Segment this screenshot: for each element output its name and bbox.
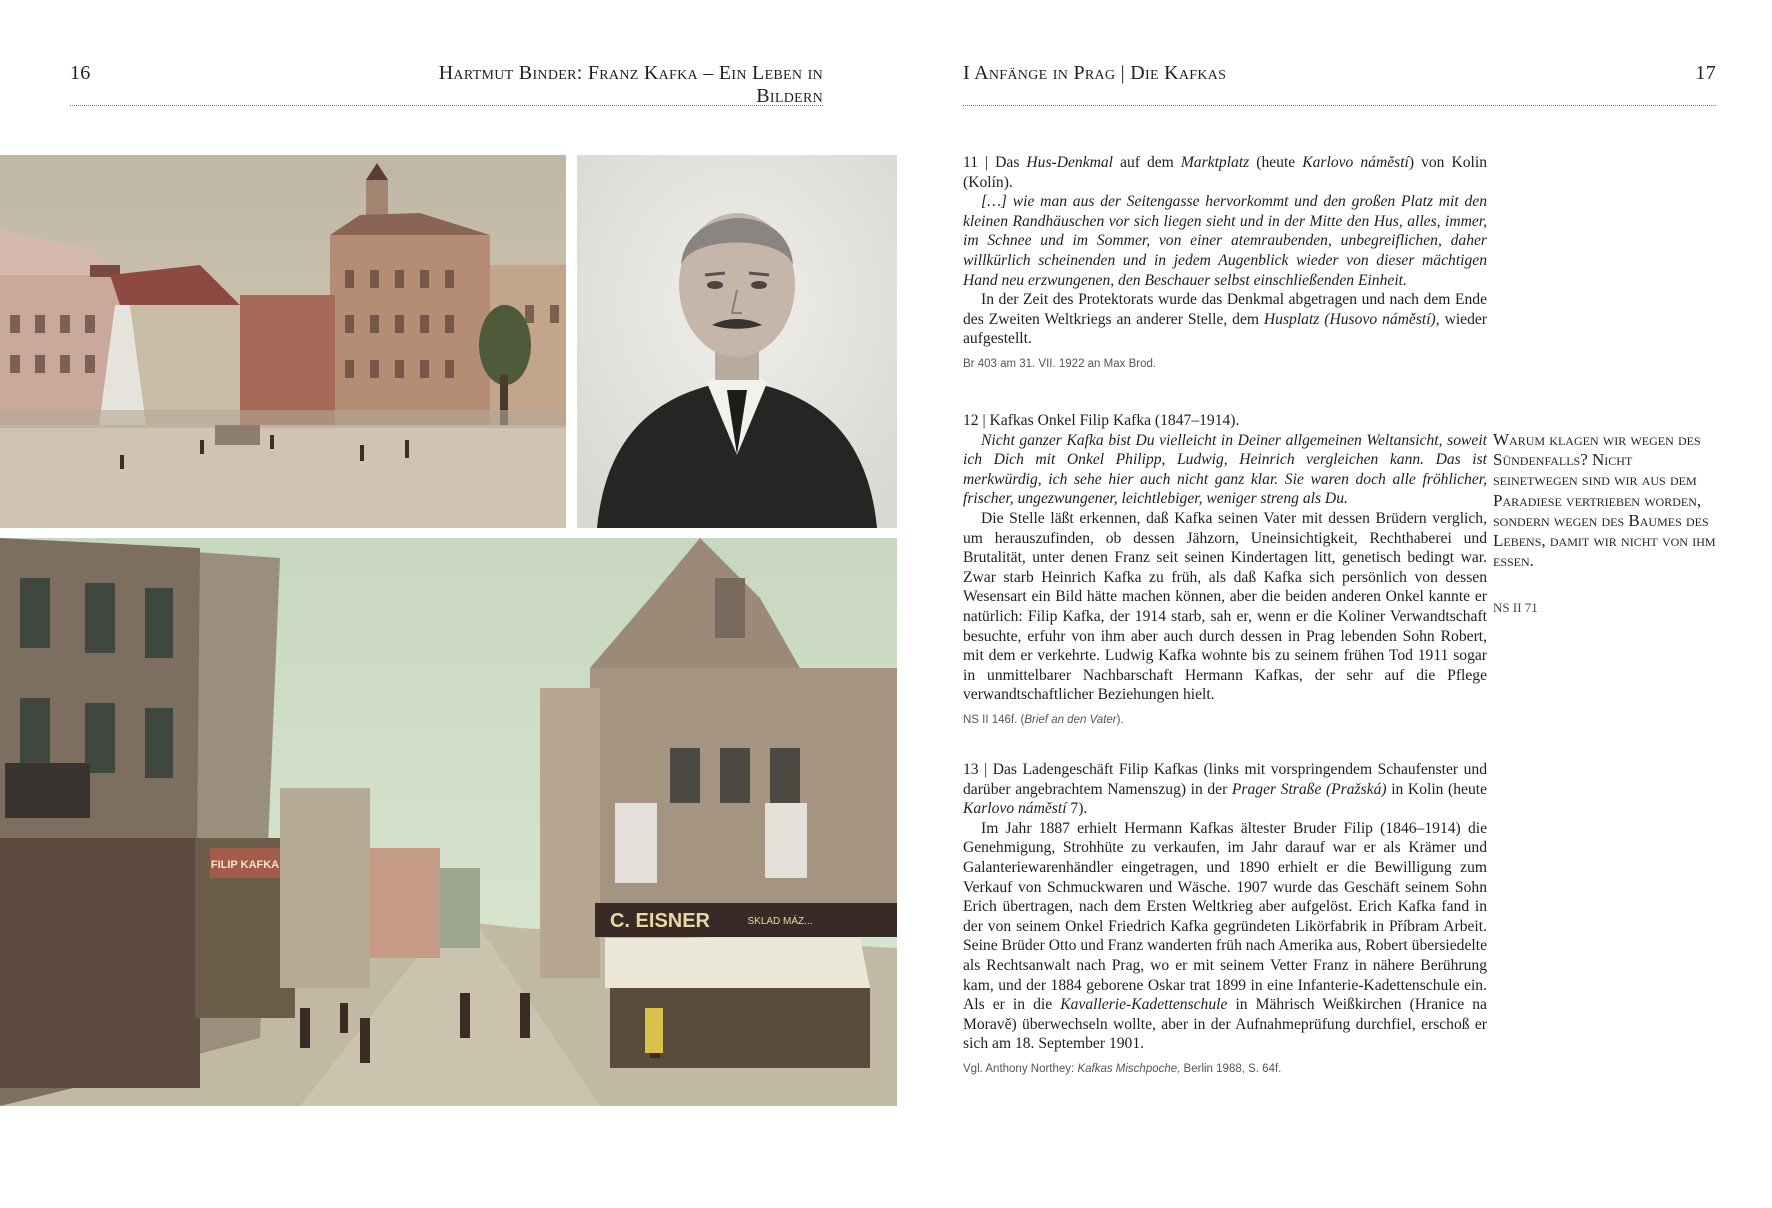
entry-13-title-part: in Kolin (heute [1386, 780, 1488, 798]
entry-11-title [963, 153, 1487, 192]
entry-13-body-italic: Kavallerie-Kadettenschule [1060, 996, 1228, 1014]
entry-12-source [963, 711, 1487, 731]
eisner-sign-text: C. EISNER [609, 910, 711, 932]
right-page-number: 17 [1695, 62, 1716, 84]
entry-13-source-part: Vgl. Anthony Northey: [963, 1062, 1078, 1075]
entry-13-body-part: in Mährisch Weißkirchen (Hranice na Moravě) überwechseln wollte, aber in der Aufnahmeprüfung durchfiel, erschoß er sich am 18. September 1901. [963, 996, 1487, 1053]
right-running-title: I Anfänge in Prag | Die Kafkas [963, 62, 1227, 84]
entry-11-source: Br 403 am 31. VII. 1922 an Max Brod. [963, 357, 1157, 370]
entry-11-body [963, 290, 1487, 349]
photo-prager-strasse [0, 538, 897, 1106]
entry-13-title-italic: Prager Straße (Pražská) [1231, 780, 1387, 798]
entry-13-body-part: Im Jahr 1887 erhielt Hermann Kafkas ältester Bruder Filip (1846–1914) die Genehmigung, Strohhüte zu verkaufen, im Jahr darauf war er als Krämer und Galanteriewarenhändler eingetragen, und 1890 erhielt er die Bewilligung zum Verkauf von Schmuckwaren und Wäsche. 1907 wurde das Geschäft seinem Sohn Erich übertragen, nach dem Ersten Weltkrieg aber aufgelöst. Erich Kafka fand in der von seinem Onkel Friedrich Kafka gegründeten Likörfabrik in Příbram Arbeit. Seine Brüder Otto und Franz wanderten früh nach Amerika aus, Robert übersiedelte als Rechtsanwalt nach Prag, wo er mit seinem Vetter Franz in nähere Berührung kam, und der 1884 geborene Oskar trat 1899 in eine Infanterie-Kadettenschule ein. Als er in die [963, 819, 1487, 1014]
entry-12-source-part: ). [1116, 713, 1124, 726]
photo-kolin-market-square [0, 155, 566, 528]
right-header-rule [963, 105, 1716, 106]
entry-11-title-part: auf dem [1113, 154, 1181, 171]
entry-13-title-part: 13 | Das Ladengeschäft Filip Kafkas (links mit vorspringendem Schaufenster und darüber angebrachtem Namenszug) in der [963, 761, 1487, 798]
entry-11-title-italic: Hus-Denkmal [1026, 154, 1114, 171]
sidebar-source: NS II 71 [1493, 600, 1538, 615]
entry-12-quote: Nicht ganzer Kafka bist Du vielleicht in Deiner allgemeinen Weltansicht, soweit ich Dich mit Onkel Philipp, Ludwig, Heinrich vergleichen kann. Das ist merkwürdig, ich sehe hier auch nicht ganz klar. Sie waren doch alle fröhlicher, frischer, ungezwungener, leichtlebiger, weniger streng als Du. [963, 431, 1487, 508]
entry-12-source-part: NS II 146f. ( [963, 713, 1025, 726]
entry-11-body-part: In der Zeit des Protektorats wurde das Denkmal abgetragen und nach dem Ende des Zweiten Weltkriegs an anderer Stelle, dem [963, 291, 1487, 328]
entry-13-source-italic: Kafkas Mischpoche, [1077, 1062, 1181, 1075]
entry-11-title-italic: Marktplatz [1180, 154, 1250, 171]
photo-filip-kafka-portrait [577, 155, 897, 528]
entry-13-title-italic: Karlovo náměstí [963, 800, 1067, 818]
filip-kafka-sign-text: FILIP KAFKA [210, 859, 280, 871]
entry-11-title-part: ) von Kolin (Kolín). [963, 154, 1487, 191]
left-page-number: 16 [70, 62, 91, 84]
entry-13-body [963, 819, 1487, 1054]
entry-11-body-italic: Husplatz (Husovo náměstí), [1263, 310, 1440, 328]
sidebar-quote: Warum klagen wir wegen des Sündenfalls? Nicht seinetwegen sind wir aus dem Paradiese vertrieben worden, sondern wegen des Baumes des Lebens, damit wir nicht von ihm essen. [1493, 430, 1716, 571]
left-header-rule [70, 105, 823, 106]
caption-entry-12 [963, 411, 1487, 731]
entry-11-title-part: 11 | Das [963, 154, 1027, 171]
entry-13-source-part: Berlin 1988, S. 64f. [1180, 1062, 1282, 1075]
entry-11-title-italic: Karlovo náměstí [1302, 154, 1409, 171]
entry-12-title: 12 | Kafkas Onkel Filip Kafka (1847–1914). [963, 412, 1240, 429]
left-running-title: Hartmut Binder: Franz Kafka – Ein Leben in Bildern [438, 62, 823, 107]
awning-sign-text: SKLAD MÁZ... [747, 916, 813, 927]
entry-11-quote: […] wie man aus der Seitengasse hervorkommt und den großen Platz mit den kleinen Randhäuschen vor sich liegen sieht und in der Mitte den Hus, alles, immer, im Schnee und im Sommer, von einer atemraubenden, unbegreiflichen, daher willkürlich scheinenden und in jedem Augenblick wieder von dieser mächtigen Hand neu erzwungenen, den Beschauer selbst einschließenden Einheit. [963, 193, 1487, 289]
entry-13-title [963, 760, 1487, 819]
entry-11-body-part: wieder aufgestellt. [963, 310, 1488, 348]
entry-12-source-italic: Brief an den Vater [1024, 713, 1117, 726]
caption-entry-13 [963, 760, 1487, 1080]
caption-entry-11 [963, 153, 1487, 375]
entry-13-source [963, 1060, 1487, 1080]
entry-13-title-part: 7). [1066, 800, 1088, 818]
entry-11-title-part: (heute [1249, 154, 1303, 171]
entry-12-body: Die Stelle läßt erkennen, daß Kafka seinen Vater mit dessen Brüdern verglich, um herauszufinden, ob dessen Jähzorn, Uneinsichtigkeit, Rechthaberei und Brutalität, unter denen Franz seit seinen Kindertagen litt, genetisch bedingt war. Zwar starb Heinrich Kafka zu früh, als daß Kafka sich persönlich von dessen Wesensart ein Bild hätte machen können, aber die beiden anderen Onkel kannte er natürlich: Filip Kafka, der 1914 starb, sah er, wenn er die Koliner Verwandtschaft besuchte, erfuhr von ihm aber auch durch dessen in Prag lebenden Sohn Robert, mit dem er verkehrte. Ludwig Kafka wohnte bis zu seinem frühen Tod 1911 sogar in unmittelbarer Nachbarschaft Hermann Kafkas, der sehr auf die Pflege verwandtschaftlicher Beziehungen hielt. [963, 509, 1487, 704]
